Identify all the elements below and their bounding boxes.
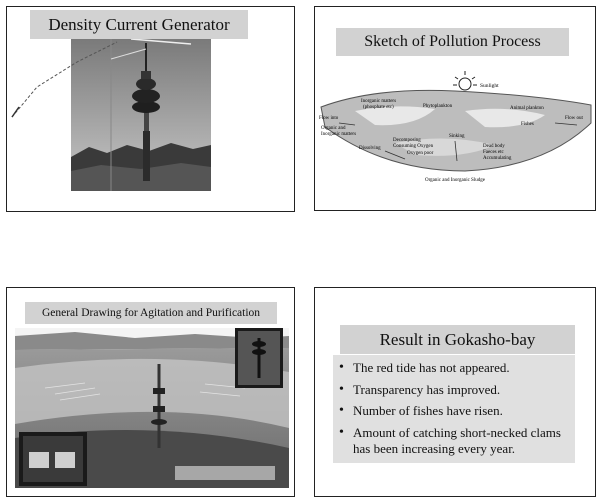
label-consuming-oxygen: Consuming Oxygen xyxy=(393,144,434,149)
label-fishes: Fishes xyxy=(521,122,534,127)
label-flow-out: Flow out xyxy=(565,116,583,121)
label-sinking: Sinking xyxy=(449,134,465,139)
bullet-item: • The red tide has not appeared. xyxy=(339,360,577,377)
label-dissolving: Dissolving xyxy=(359,146,381,151)
bullet-item: • Transparency has improved. xyxy=(339,382,577,399)
label-sunlight: Sunlight xyxy=(480,83,499,89)
label-accumulating: Accumulating xyxy=(483,156,512,161)
slide-general-drawing xyxy=(6,287,295,497)
agitation-drawing xyxy=(15,328,289,488)
result-bullet-list xyxy=(339,360,577,463)
bullet-item: • Amount of catching short-necked clams has been increasing every year. xyxy=(339,425,577,458)
slide-title: Density Current Generator xyxy=(30,10,248,39)
label-dead-body: Dead body xyxy=(483,144,505,149)
guy-wire-decor xyxy=(7,7,295,212)
slide-title: Sketch of Pollution Process xyxy=(336,28,569,56)
label-sludge: Organic and Inorganic Sludge xyxy=(425,178,485,183)
label-decomposing: Decomposing xyxy=(393,138,421,143)
label-zooplankton: Animal plankton xyxy=(510,106,544,111)
label-faeces: Faeces etc xyxy=(483,150,504,155)
slide-result-in-gokasho-bay xyxy=(314,287,596,497)
label-oxygen-poor: Oxygen poor xyxy=(407,151,434,156)
label-flow-into: Flow into xyxy=(319,116,339,121)
label-inorganic-matters: Inorganic matters xyxy=(361,99,397,104)
label-organic-inorganic: Organic and xyxy=(321,126,346,131)
label-organic-inorganic-2: Inorganic matters xyxy=(321,132,357,137)
label-inorganic-sub: (phosphate etc) xyxy=(363,105,394,110)
pollution-diagram xyxy=(315,67,596,197)
label-phytoplankton: Phytoplankton xyxy=(423,104,453,109)
bullet-item: • Number of fishes have risen. xyxy=(339,403,577,420)
slide-title: Result in Gokasho-bay xyxy=(340,325,575,354)
slide-title: General Drawing for Agitation and Purification xyxy=(25,302,277,324)
slide-density-current-generator xyxy=(6,6,295,212)
slide-sketch-of-pollution-process xyxy=(314,6,596,211)
